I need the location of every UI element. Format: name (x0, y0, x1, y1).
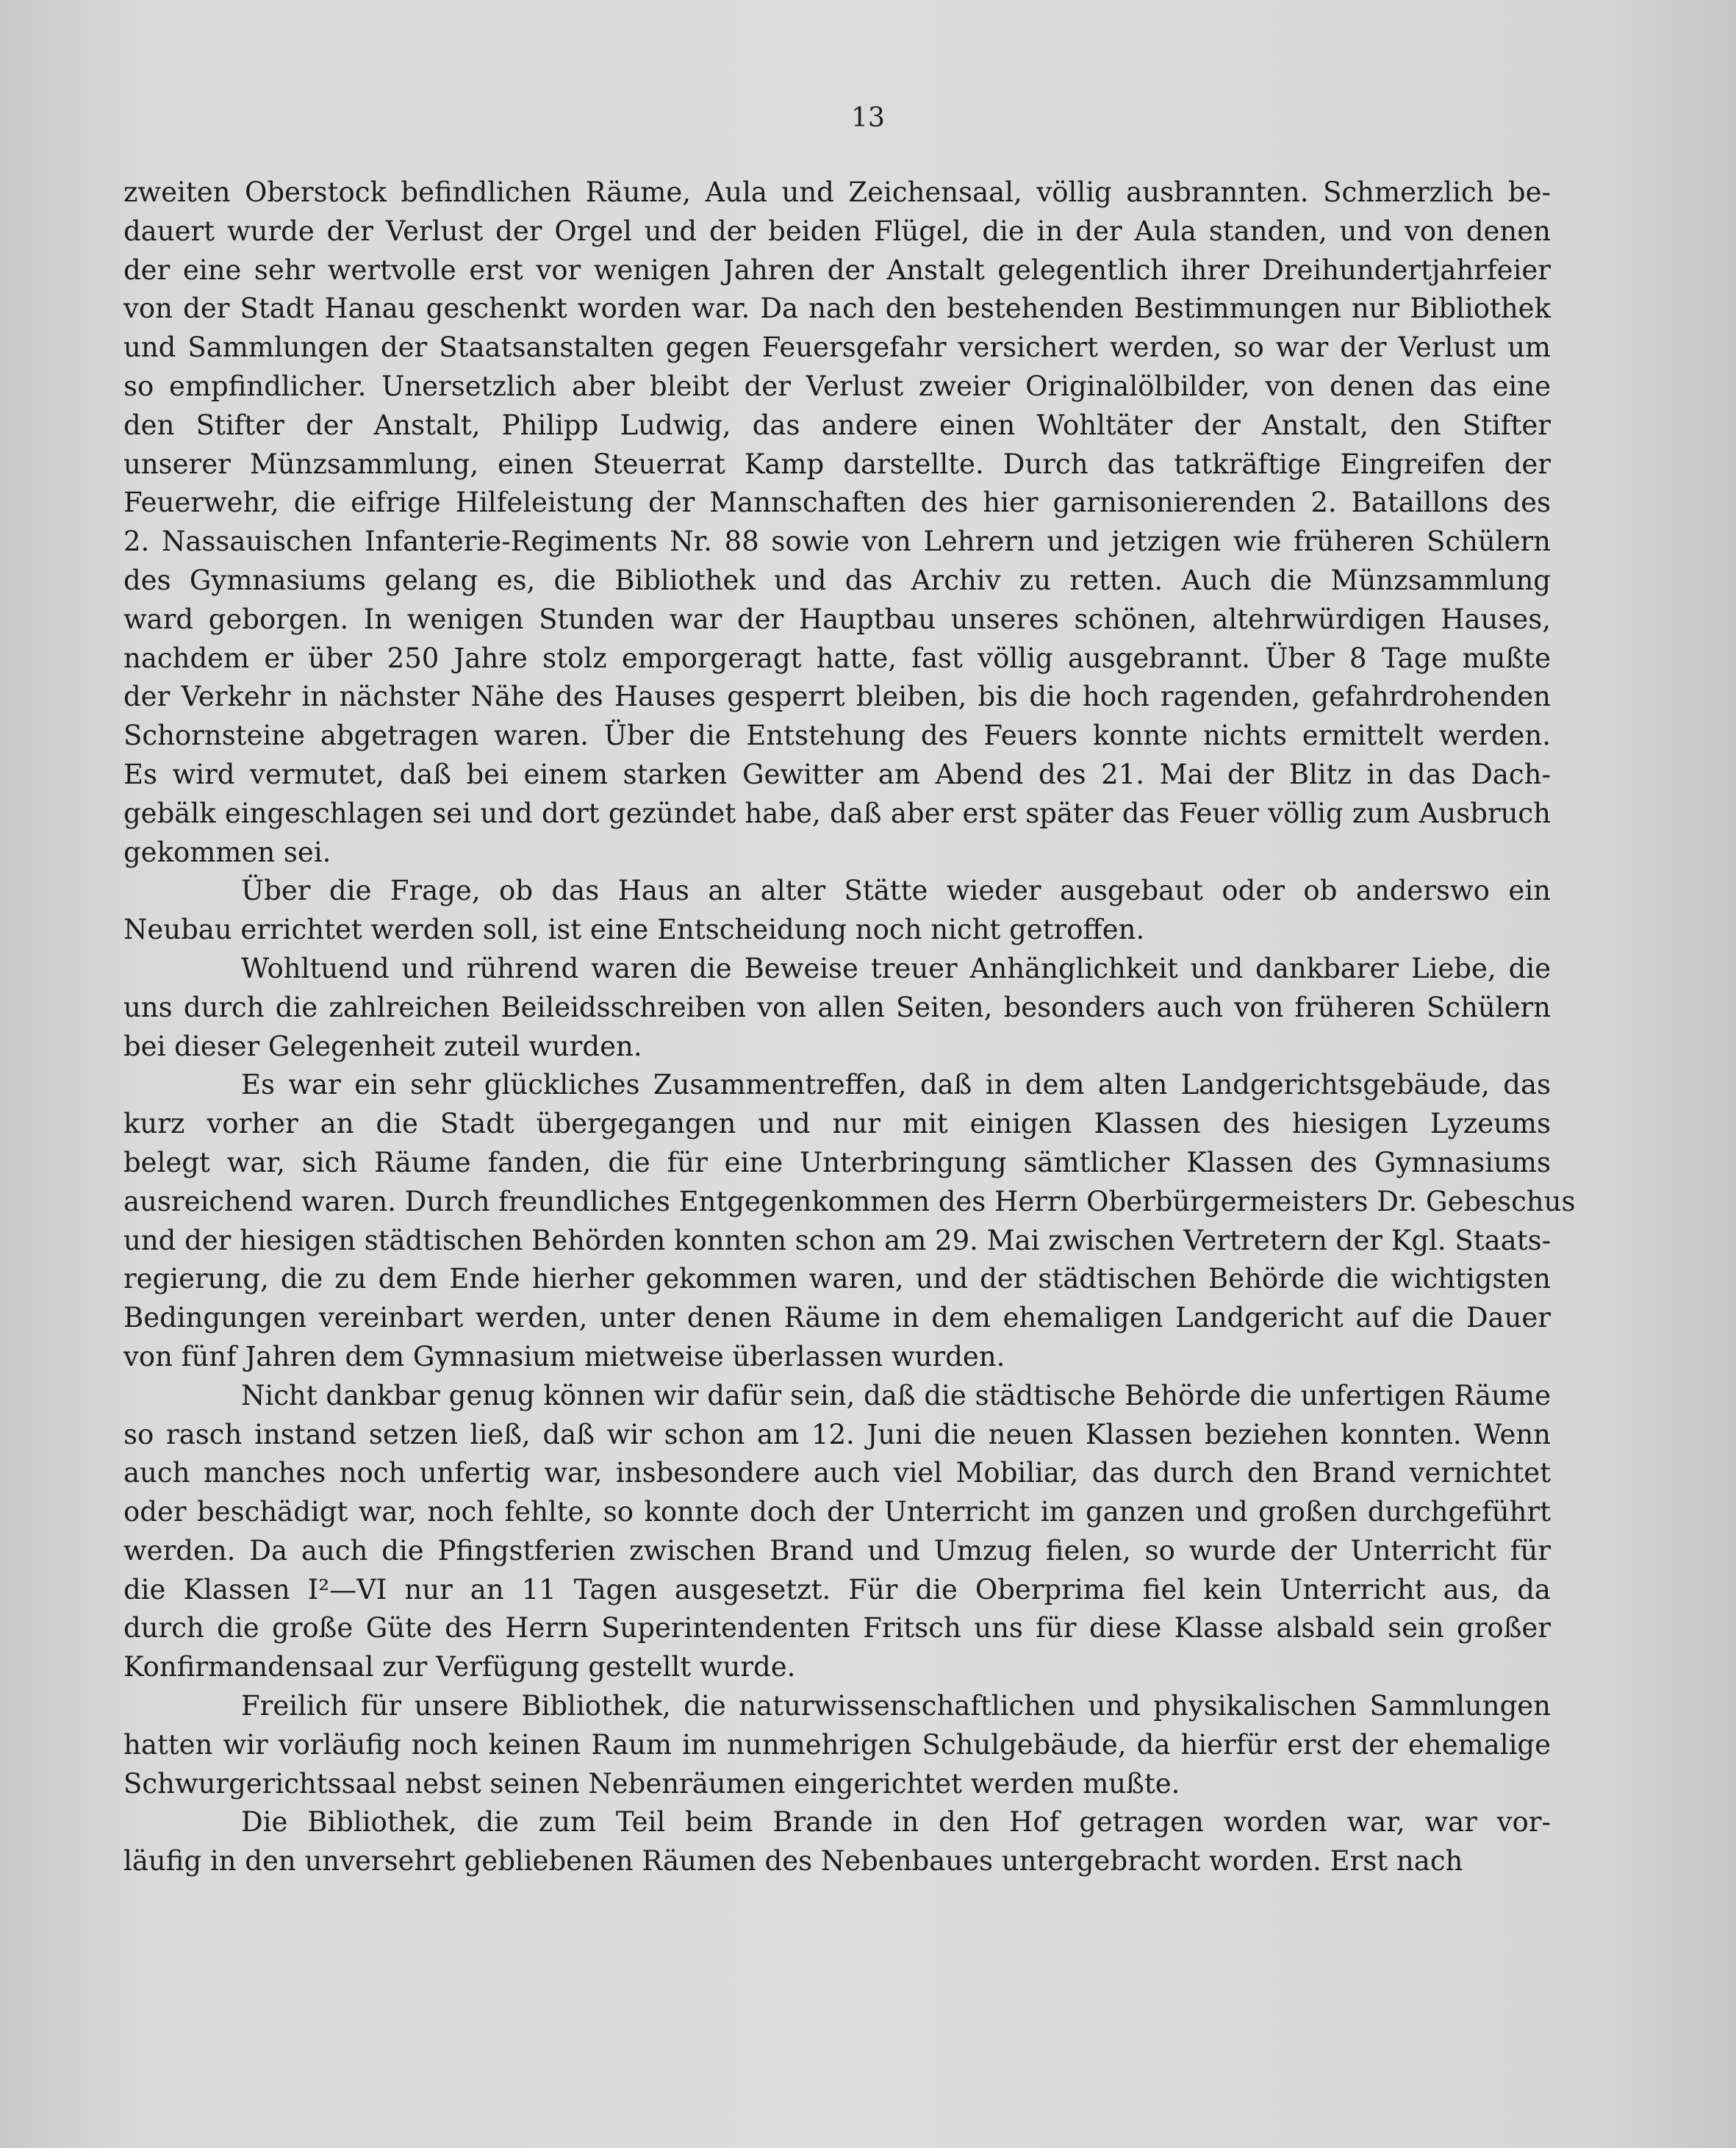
text-line: Die Bibliothek, die zum Teil beim Brande in den Hof getragen worden war, war vor- (241, 1806, 1551, 1839)
text-line: ausreichend waren. Durch freundliches Entgegenkommen des Herrn Oberbürgermeisters Dr. Gebeschus (123, 1185, 1576, 1217)
text-line: läufig in den unversehrt gebliebenen Räumen des Nebenbaues untergebracht worden. Erst nach (123, 1845, 1463, 1877)
text-line: so empfindlicher. Unersetzlich aber bleibt der Verlust zweier Originalölbilder, von denen das eine (123, 370, 1551, 402)
text-line: bei dieser Gelegenheit zuteil wurden. (123, 1030, 642, 1062)
text-line: die Klassen I²—VI nur an 11 Tagen ausgesetzt. Für die Oberprima fiel kein Unterricht aus, da (123, 1573, 1551, 1605)
paragraph (123, 872, 1551, 950)
page-number: 13 (851, 103, 885, 133)
text-line: kurz vorher an die Stadt übergegangen und nur mit einigen Klassen des hiesigen Lyzeums (123, 1108, 1551, 1140)
text-line: Schwurgerichtssaal nebst seinen Nebenräumen eingerichtet werden mußte. (123, 1767, 1180, 1800)
text-line: so rasch instand setzen ließ, daß wir schon am 12. Juni die neuen Klassen beziehen konnten. Wenn (123, 1418, 1551, 1450)
text-line: unserer Münzsammlung, einen Steuerrat Kamp darstellte. Durch das tatkräftige Eingreifen der (123, 448, 1551, 480)
text-line: der Verkehr in nächster Nähe des Hauses gesperrt bleiben, bis die hoch ragenden, gefahrdrohenden (123, 681, 1551, 713)
text-line: hatten wir vorläufig noch keinen Raum im nunmehrigen Schulgebäude, da hierfür erst der ehemalige (123, 1728, 1551, 1761)
text-line: Wohltuend und rührend waren die Beweise treuer Anhänglichkeit und dankbarer Liebe, die (241, 952, 1551, 984)
text-line: Freilich für unsere Bibliothek, die naturwissenschaftlichen und physikalischen Sammlungen (241, 1690, 1551, 1722)
text-line: durch die große Güte des Herrn Superintendenten Fritsch uns für diese Klasse alsbald sein großer (123, 1612, 1551, 1644)
paragraph (123, 1377, 1551, 1687)
paragraph (123, 1066, 1576, 1376)
text-line: und der hiesigen städtischen Behörden konnten schon am 29. Mai zwischen Vertretern der Kgl. Staats- (123, 1224, 1552, 1256)
text-line: ward geborgen. In wenigen Stunden war der Hauptbau unseres schönen, altehrwürdigen Hauses, (123, 603, 1551, 635)
text-line: Schornsteine abgetragen waren. Über die Entstehung des Feuers konnte nichts ermittelt werden. (123, 720, 1551, 752)
text-line: dauert wurde der Verlust der Orgel und der beiden Flügel, die in der Aula standen, und von denen (123, 215, 1551, 247)
body-text (123, 173, 1576, 1881)
text-line: von fünf Jahren dem Gymnasium mietweise überlassen wurden. (123, 1340, 1005, 1372)
text-line: Über die Frage, ob das Haus an alter Stätte wieder ausgebaut oder ob anderswo ein (241, 875, 1551, 907)
text-line: Es wird vermutet, daß bei einem starken Gewitter am Abend des 21. Mai der Blitz in das Dach- (123, 758, 1551, 790)
text-line: nachdem er über 250 Jahre stolz emporgeragt hatte, fast völlig ausgebrannt. Über 8 Tage mußte (123, 642, 1551, 674)
text-line: uns durch die zahlreichen Beileidsschreiben von allen Seiten, besonders auch von früheren Schülern (123, 991, 1551, 1023)
text-line: Bedingungen vereinbart werden, unter denen Räume in dem ehemaligen Landgericht auf die Dauer (123, 1302, 1551, 1334)
text-line: den Stifter der Anstalt, Philipp Ludwig, das andere einen Wohltäter der Anstalt, den Stifter (123, 409, 1551, 441)
text-line: und Sammlungen der Staatsanstalten gegen Feuersgefahr versichert werden, so war der Verlust um (123, 332, 1551, 364)
text-line: gekommen sei. (123, 836, 331, 868)
paragraph (123, 1687, 1551, 1803)
text-line: belegt war, sich Räume fanden, die für eine Unterbringung sämtlicher Klassen des Gymnasiums (123, 1146, 1551, 1178)
text-line: oder beschädigt war, noch fehlte, so konnte doch der Unterricht im ganzen und großen durchgeführt (123, 1496, 1551, 1528)
text-line: Es war ein sehr glückliches Zusammentreffen, daß in dem alten Landgerichtsgebäude, das (241, 1069, 1551, 1101)
paragraph (123, 1803, 1551, 1881)
text-line: regierung, die zu dem Ende hierher gekommen waren, und der städtischen Behörde die wichtigsten (123, 1263, 1551, 1295)
text-line: auch manches noch unfertig war, insbesondere auch viel Mobiliar, das durch den Brand vernichtet (123, 1457, 1551, 1489)
text-line: Neubau errichtet werden soll, ist eine Entscheidung noch nicht getroffen. (123, 914, 1145, 946)
text-line: des Gymnasiums gelang es, die Bibliothek und das Archiv zu retten. Auch die Münzsammlung (123, 564, 1551, 596)
text-line: zweiten Oberstock befindlichen Räume, Aula und Zeichensaal, völlig ausbrannten. Schmerzlich be- (123, 176, 1551, 208)
paragraph (123, 950, 1551, 1066)
paragraph (123, 173, 1551, 872)
text-line: 2. Nassauischen Infanterie-Regiments Nr. 88 sowie von Lehrern und jetzigen wie früheren Schülern (123, 526, 1551, 558)
text-line: Nicht dankbar genug können wir dafür sein, daß die städtische Behörde die unfertigen Räume (241, 1379, 1551, 1411)
text-line: der eine sehr wertvolle erst vor wenigen Jahren der Anstalt gelegentlich ihrer Dreihundertjahrfeier (123, 254, 1551, 286)
text-line: Konfirmandensaal zur Verfügung gestellt wurde. (123, 1651, 796, 1683)
text-line: gebälk eingeschlagen sei und dort gezündet habe, daß aber erst später das Feuer völlig zum Ausbruch (123, 797, 1551, 829)
text-line: von der Stadt Hanau geschenkt worden war. Da nach den bestehenden Bestimmungen nur Bibliothek (123, 293, 1551, 325)
text-line: Feuerwehr, die eifrige Hilfeleistung der Mannschaften des hier garnisonierenden 2. Bataillons des (123, 487, 1551, 519)
text-line: werden. Da auch die Pfingstferien zwischen Brand und Umzug fielen, so wurde der Unterricht für (123, 1534, 1551, 1567)
